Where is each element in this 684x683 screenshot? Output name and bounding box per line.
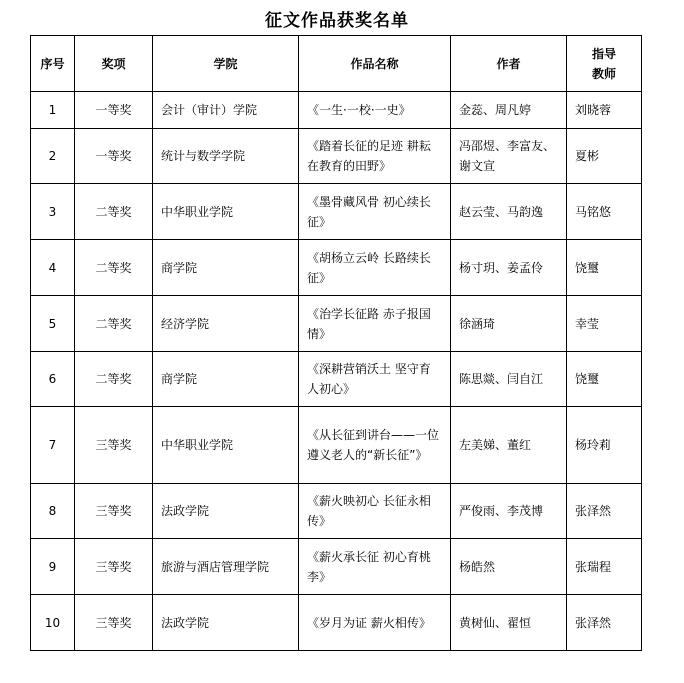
cell-author: 陈思燚、闫自江	[451, 352, 567, 407]
table-row	[31, 539, 642, 595]
header-teacher-line1: 指导	[591, 46, 616, 61]
cell-author: 赵云莹、马韵逸	[451, 184, 567, 240]
header-work-title: 作品名称	[299, 36, 451, 92]
cell-teacher: 饶璽	[567, 240, 642, 296]
cell-work-title: 《踏着长征的足迹 耕耘在教育的田野》	[299, 129, 451, 184]
table-row	[31, 184, 642, 240]
header-no: 序号	[31, 36, 75, 92]
cell-no: 2	[31, 129, 75, 184]
cell-work-title: 《从长征到讲台——一位遵义老人的“新长征”》	[299, 407, 451, 484]
cell-teacher: 张泽然	[567, 484, 642, 539]
cell-author: 左美娣、董红	[451, 407, 567, 484]
cell-work-title: 《薪火映初心 长征永相传》	[299, 484, 451, 539]
cell-teacher: 幸莹	[567, 296, 642, 352]
cell-teacher: 刘晓蓉	[567, 92, 642, 129]
table-row	[31, 352, 642, 407]
cell-college: 经济学院	[153, 296, 299, 352]
cell-award: 三等奖	[75, 407, 153, 484]
header-row	[31, 36, 642, 92]
cell-author: 杨寸玥、姜孟伶	[451, 240, 567, 296]
cell-work-title: 《深耕营销沃土 坚守育人初心》	[299, 352, 451, 407]
cell-teacher: 马铭悠	[567, 184, 642, 240]
cell-work-title: 《薪火承长征 初心育桃李》	[299, 539, 451, 595]
cell-teacher: 夏彬	[567, 129, 642, 184]
table-body	[31, 92, 642, 651]
cell-work-title: 《岁月为证 薪火相传》	[299, 595, 451, 651]
table-row	[31, 296, 642, 352]
cell-college: 中华职业学院	[153, 184, 299, 240]
header-teacher	[567, 36, 642, 92]
award-table	[30, 35, 642, 651]
cell-no: 4	[31, 240, 75, 296]
table-row	[31, 92, 642, 129]
cell-college: 统计与数学学院	[153, 129, 299, 184]
cell-no: 10	[31, 595, 75, 651]
cell-no: 3	[31, 184, 75, 240]
cell-college: 商学院	[153, 352, 299, 407]
table-row	[31, 407, 642, 484]
cell-award: 一等奖	[75, 92, 153, 129]
cell-college: 商学院	[153, 240, 299, 296]
cell-author: 严俊雨、李茂博	[451, 484, 567, 539]
cell-no: 6	[31, 352, 75, 407]
cell-work-title: 《一生·一校·一史》	[299, 92, 451, 129]
cell-author: 冯邵煜、李富友、谢文宣	[451, 129, 567, 184]
cell-teacher: 饶璽	[567, 352, 642, 407]
cell-award: 二等奖	[75, 184, 153, 240]
table-row	[31, 129, 642, 184]
cell-college: 法政学院	[153, 484, 299, 539]
cell-award: 三等奖	[75, 595, 153, 651]
header-college: 学院	[153, 36, 299, 92]
table-row	[31, 595, 642, 651]
cell-award: 三等奖	[75, 484, 153, 539]
header-author: 作者	[451, 36, 567, 92]
cell-no: 1	[31, 92, 75, 129]
cell-teacher: 张瑞程	[567, 539, 642, 595]
cell-award: 二等奖	[75, 240, 153, 296]
cell-author: 杨皓然	[451, 539, 567, 595]
cell-award: 一等奖	[75, 129, 153, 184]
cell-teacher: 张泽然	[567, 595, 642, 651]
cell-author: 金蕊、周凡婷	[451, 92, 567, 129]
cell-teacher: 杨玲莉	[567, 407, 642, 484]
table-row	[31, 484, 642, 539]
cell-author: 黄树仙、翟恒	[451, 595, 567, 651]
cell-award: 三等奖	[75, 539, 153, 595]
cell-work-title: 《胡杨立云岭 长路续长征》	[299, 240, 451, 296]
cell-college: 法政学院	[153, 595, 299, 651]
cell-college: 中华职业学院	[153, 407, 299, 484]
cell-work-title: 《治学长征路 赤子报国情》	[299, 296, 451, 352]
cell-author: 徐涵琦	[451, 296, 567, 352]
table-row	[31, 240, 642, 296]
cell-no: 9	[31, 539, 75, 595]
cell-no: 8	[31, 484, 75, 539]
cell-college: 旅游与酒店管理学院	[153, 539, 299, 595]
header-award: 奖项	[75, 36, 153, 92]
cell-work-title: 《墨骨藏风骨 初心续长征》	[299, 184, 451, 240]
header-teacher-line2: 教师	[591, 66, 616, 81]
cell-college: 会计（审计）学院	[153, 92, 299, 129]
cell-no: 7	[31, 407, 75, 484]
cell-no: 5	[31, 296, 75, 352]
cell-award: 二等奖	[75, 296, 153, 352]
cell-award: 二等奖	[75, 352, 153, 407]
page-title: 征文作品获奖名单	[265, 11, 409, 31]
